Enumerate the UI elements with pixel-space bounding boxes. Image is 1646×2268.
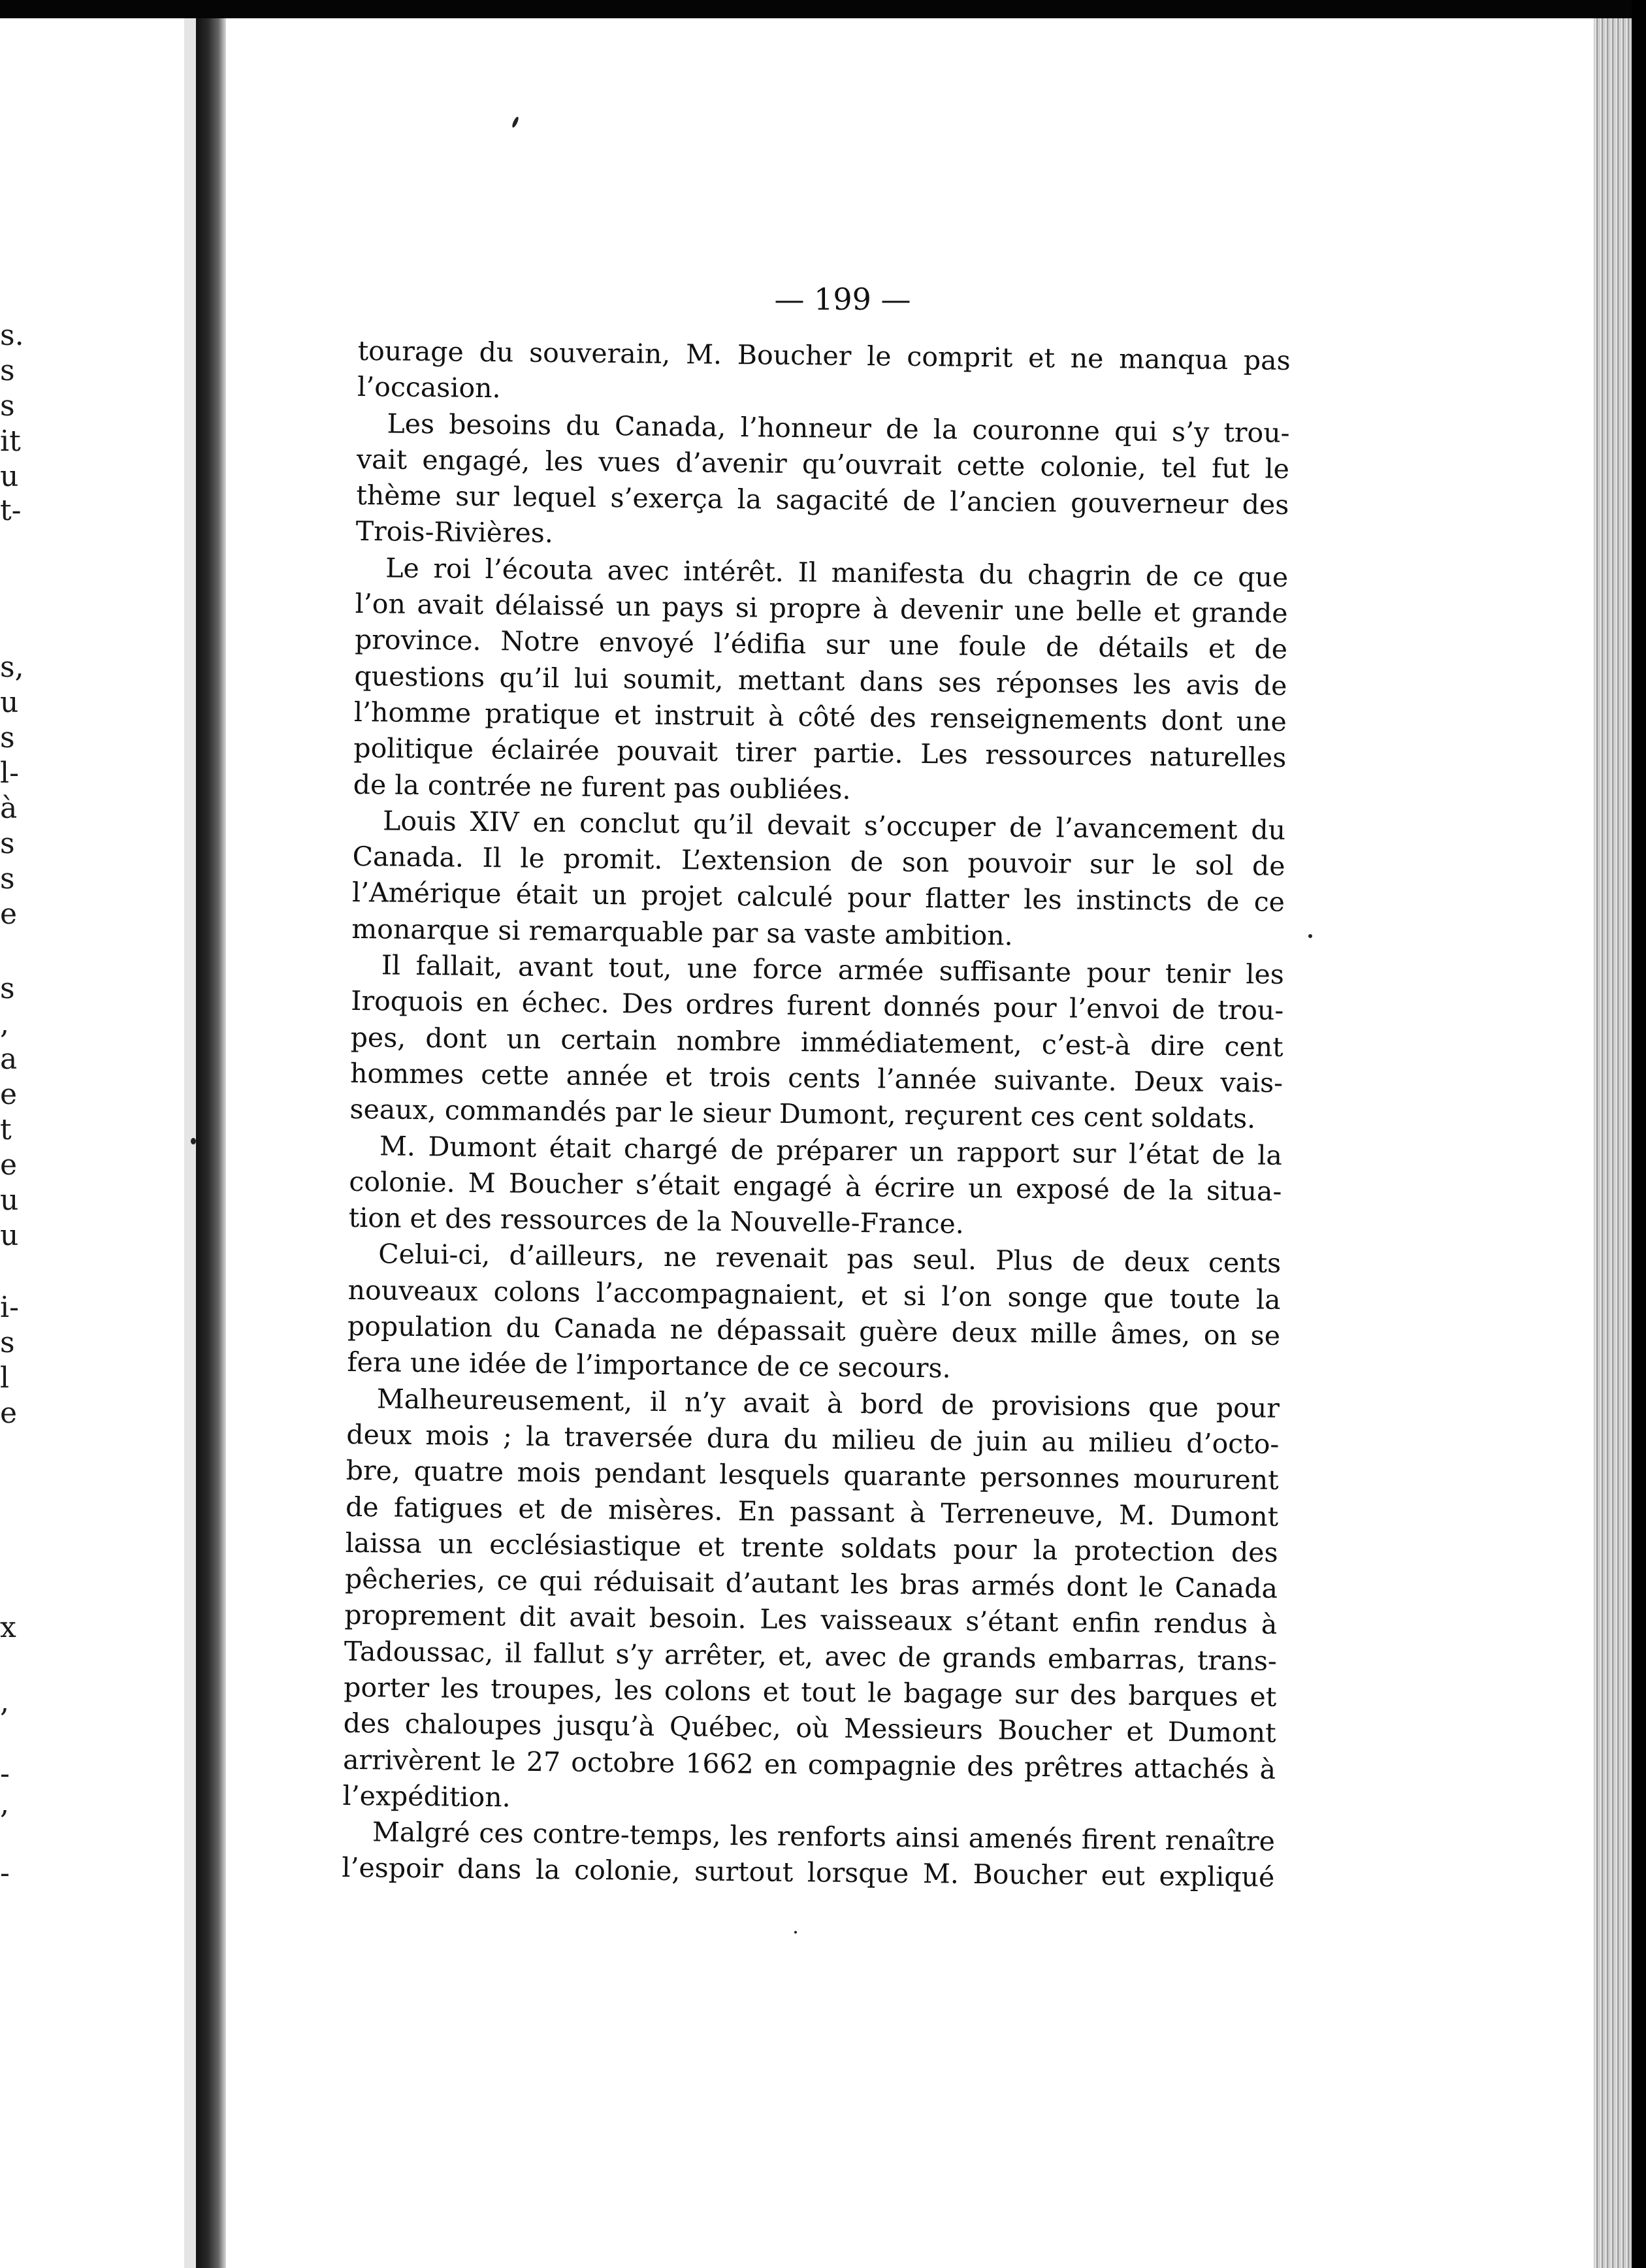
text-line: questions qu’il lui soumit, mettant dans ses réponses les avis de	[354, 660, 1287, 702]
text-line: des chaloupes jusqu’à Québec, où Messieurs Boucher et Dumont	[343, 1708, 1276, 1749]
left-page-fragment-char: l-	[0, 756, 19, 790]
text-line: colonie. M Boucher s’était engagé à écrire un exposé de la situa-	[349, 1165, 1282, 1207]
page-number: — 199 —	[774, 282, 911, 317]
left-page-fragment-char: s	[0, 1326, 15, 1359]
left-page-fragment-char: e	[0, 1078, 18, 1111]
text-line: de la contrée ne furent pas oubliées.	[353, 768, 851, 805]
left-page-fragment-char: u	[0, 1219, 19, 1252]
text-line: Canada. Il le promit. L’extension de son pouvoir sur le sol de	[352, 841, 1285, 883]
text-line: Tadoussac, il fallut s’y arrêter, et, avec de grands embarras, trans-	[344, 1635, 1278, 1677]
text-line: politique éclairée pouvait tirer partie. Les ressources naturelles	[353, 732, 1287, 774]
text-line: tion et des ressources de la Nouvelle-France.	[348, 1202, 965, 1240]
text-line: porter les troupes, les colons et tout le bagage sur des barques et	[344, 1671, 1277, 1713]
left-page-fragment-char: t	[0, 1113, 12, 1146]
text-line: de fatigues et de misères. En passant à Terreneuve, M. Dumont	[345, 1491, 1279, 1532]
left-page-fragment-char: t-	[0, 494, 22, 527]
left-page-fragment-char: s	[0, 827, 15, 860]
left-page-fragment-char: s.	[0, 319, 24, 352]
left-page-fragment-char: s	[0, 389, 15, 423]
left-page-fragment-char: -	[0, 1757, 10, 1790]
left-page-fragment-char: s,	[0, 651, 24, 684]
left-page-fragment-char: e	[0, 1397, 18, 1430]
left-page-fragment-char: ,	[0, 1007, 9, 1041]
left-page-fragment-char: -	[0, 1856, 10, 1890]
left-page-fragment-char: s	[0, 354, 15, 387]
text-line: arrivèrent le 27 octobre 1662 en compagnie des prêtres attachés à	[342, 1743, 1276, 1785]
text-line: l’on avait délaissé un pays si propre à devenir une belle et grande	[355, 588, 1288, 630]
text-line: pêcheries, ce qui réduisait d’autant les bras armés dont le Canada	[344, 1563, 1278, 1604]
text-line: Malgré ces contre-temps, les renforts ainsi amenés firent renaître	[372, 1816, 1276, 1857]
left-page-fragment-char: ,	[0, 1685, 9, 1719]
text-line: Les besoins du Canada, l’honneur de la couronne qui s’y trou-	[387, 408, 1290, 449]
left-page-fragment-char: it	[0, 425, 21, 458]
text-line: nouveaux colons l’accompagnaient, et si l’on songe que toute la	[347, 1274, 1281, 1316]
text-line: thème sur lequel s’exerça la sagacité de l’ancien gouverneur des	[356, 479, 1289, 521]
left-page-fragment-char: u	[0, 460, 19, 493]
left-page-fragment-char: u	[0, 686, 19, 719]
text-line: tourage du souverain, M. Boucher le comprit et ne manqua pas	[357, 334, 1291, 376]
text-line: proprement dit avait besoin. Les vaisseaux s’étant enfin rendus à	[344, 1599, 1278, 1641]
text-line: Celui-ci, d’ailleurs, ne revenait pas seul. Plus de deux cents	[378, 1238, 1282, 1280]
text-line: fera une idée de l’importance de ce secours.	[347, 1346, 951, 1384]
left-page-fragment-char: s	[0, 862, 15, 896]
text-line: Iroquois en échec. Des ordres furent donnés pour l’envoi de trou-	[351, 985, 1284, 1027]
text-line: Malheureusement, il n’y avait à bord de provisions que pour	[376, 1383, 1280, 1424]
left-page-fragment-char: e	[0, 898, 18, 931]
text-line: Il fallait, avant tout, une force armée suffisante pour tenir les	[381, 949, 1285, 990]
text-line: Le roi l’écouta avec intérêt. Il manifesta du chagrin de ce que	[385, 552, 1289, 593]
text-line: hommes cette année et trois cents l’année suivante. Deux vais-	[349, 1057, 1283, 1099]
scan-edge-top	[0, 0, 1646, 18]
left-page-fragment-char: s	[0, 972, 15, 1005]
text-line: Trois-Rivières.	[355, 515, 554, 549]
left-page-fragment-char: l	[0, 1361, 10, 1395]
text-line: l’occasion.	[357, 371, 501, 404]
left-page-fragment-char: s	[0, 721, 15, 754]
scan-edge-right	[1632, 0, 1646, 2268]
left-page-fragment-char: e	[0, 1148, 18, 1182]
text-line: Louis XIV en conclut qu’il devait s’occuper de l’avancement du	[382, 805, 1286, 846]
text-line: bre, quatre mois pendant lesquels quarante personnes moururent	[346, 1455, 1279, 1497]
text-line: vait engagé, les vues d’avenir qu’ouvrait cette colonie, tel fut le	[356, 443, 1290, 485]
left-facing-page	[0, 18, 184, 2268]
left-page-fragment-char: ,	[0, 1787, 9, 1821]
book-gutter	[196, 18, 226, 2268]
text-line: M. Dumont était chargé de préparer un rapport sur l’état de la	[379, 1129, 1283, 1171]
text-line: province. Notre envoyé l’édifia sur une foule de détails et de	[354, 624, 1288, 666]
left-page-fragment-char: a	[0, 1043, 18, 1076]
page-edge-stack	[1594, 18, 1632, 2268]
left-page-fragment-char: i-	[0, 1291, 19, 1324]
left-page-fragment-char: à	[0, 792, 18, 825]
text-line: deux mois ; la traversée dura du milieu de juin au milieu d’octo-	[346, 1418, 1280, 1460]
text-line: l’Amérique était un projet calculé pour flatter les instincts de ce	[351, 877, 1285, 918]
body-text	[342, 333, 1291, 1896]
text-line: l’espoir dans la colonie, surtout lorsque M. Boucher eut expliqué	[342, 1852, 1275, 1894]
text-line: l’homme pratique et instruit à côté des renseignements dont une	[353, 696, 1287, 737]
text-line: monarque si remarquable par sa vaste ambition.	[351, 913, 1013, 952]
left-page-fragment-char: x	[0, 1611, 16, 1644]
text-line: population du Canada ne dépassait guère deux mille âmes, on se	[347, 1310, 1281, 1352]
text-line: laissa un ecclésiastique et trente soldats pour la protection des	[345, 1527, 1278, 1568]
text-line: pes, dont un certain nombre immédiatement, c’est-à dire cent	[350, 1021, 1283, 1063]
left-page-fragment-char: u	[0, 1184, 19, 1217]
text-line: seaux, commandés par le sieur Dumont, reçurent ces cent soldats.	[349, 1094, 1256, 1135]
text-line: l’expédition.	[342, 1779, 511, 1813]
